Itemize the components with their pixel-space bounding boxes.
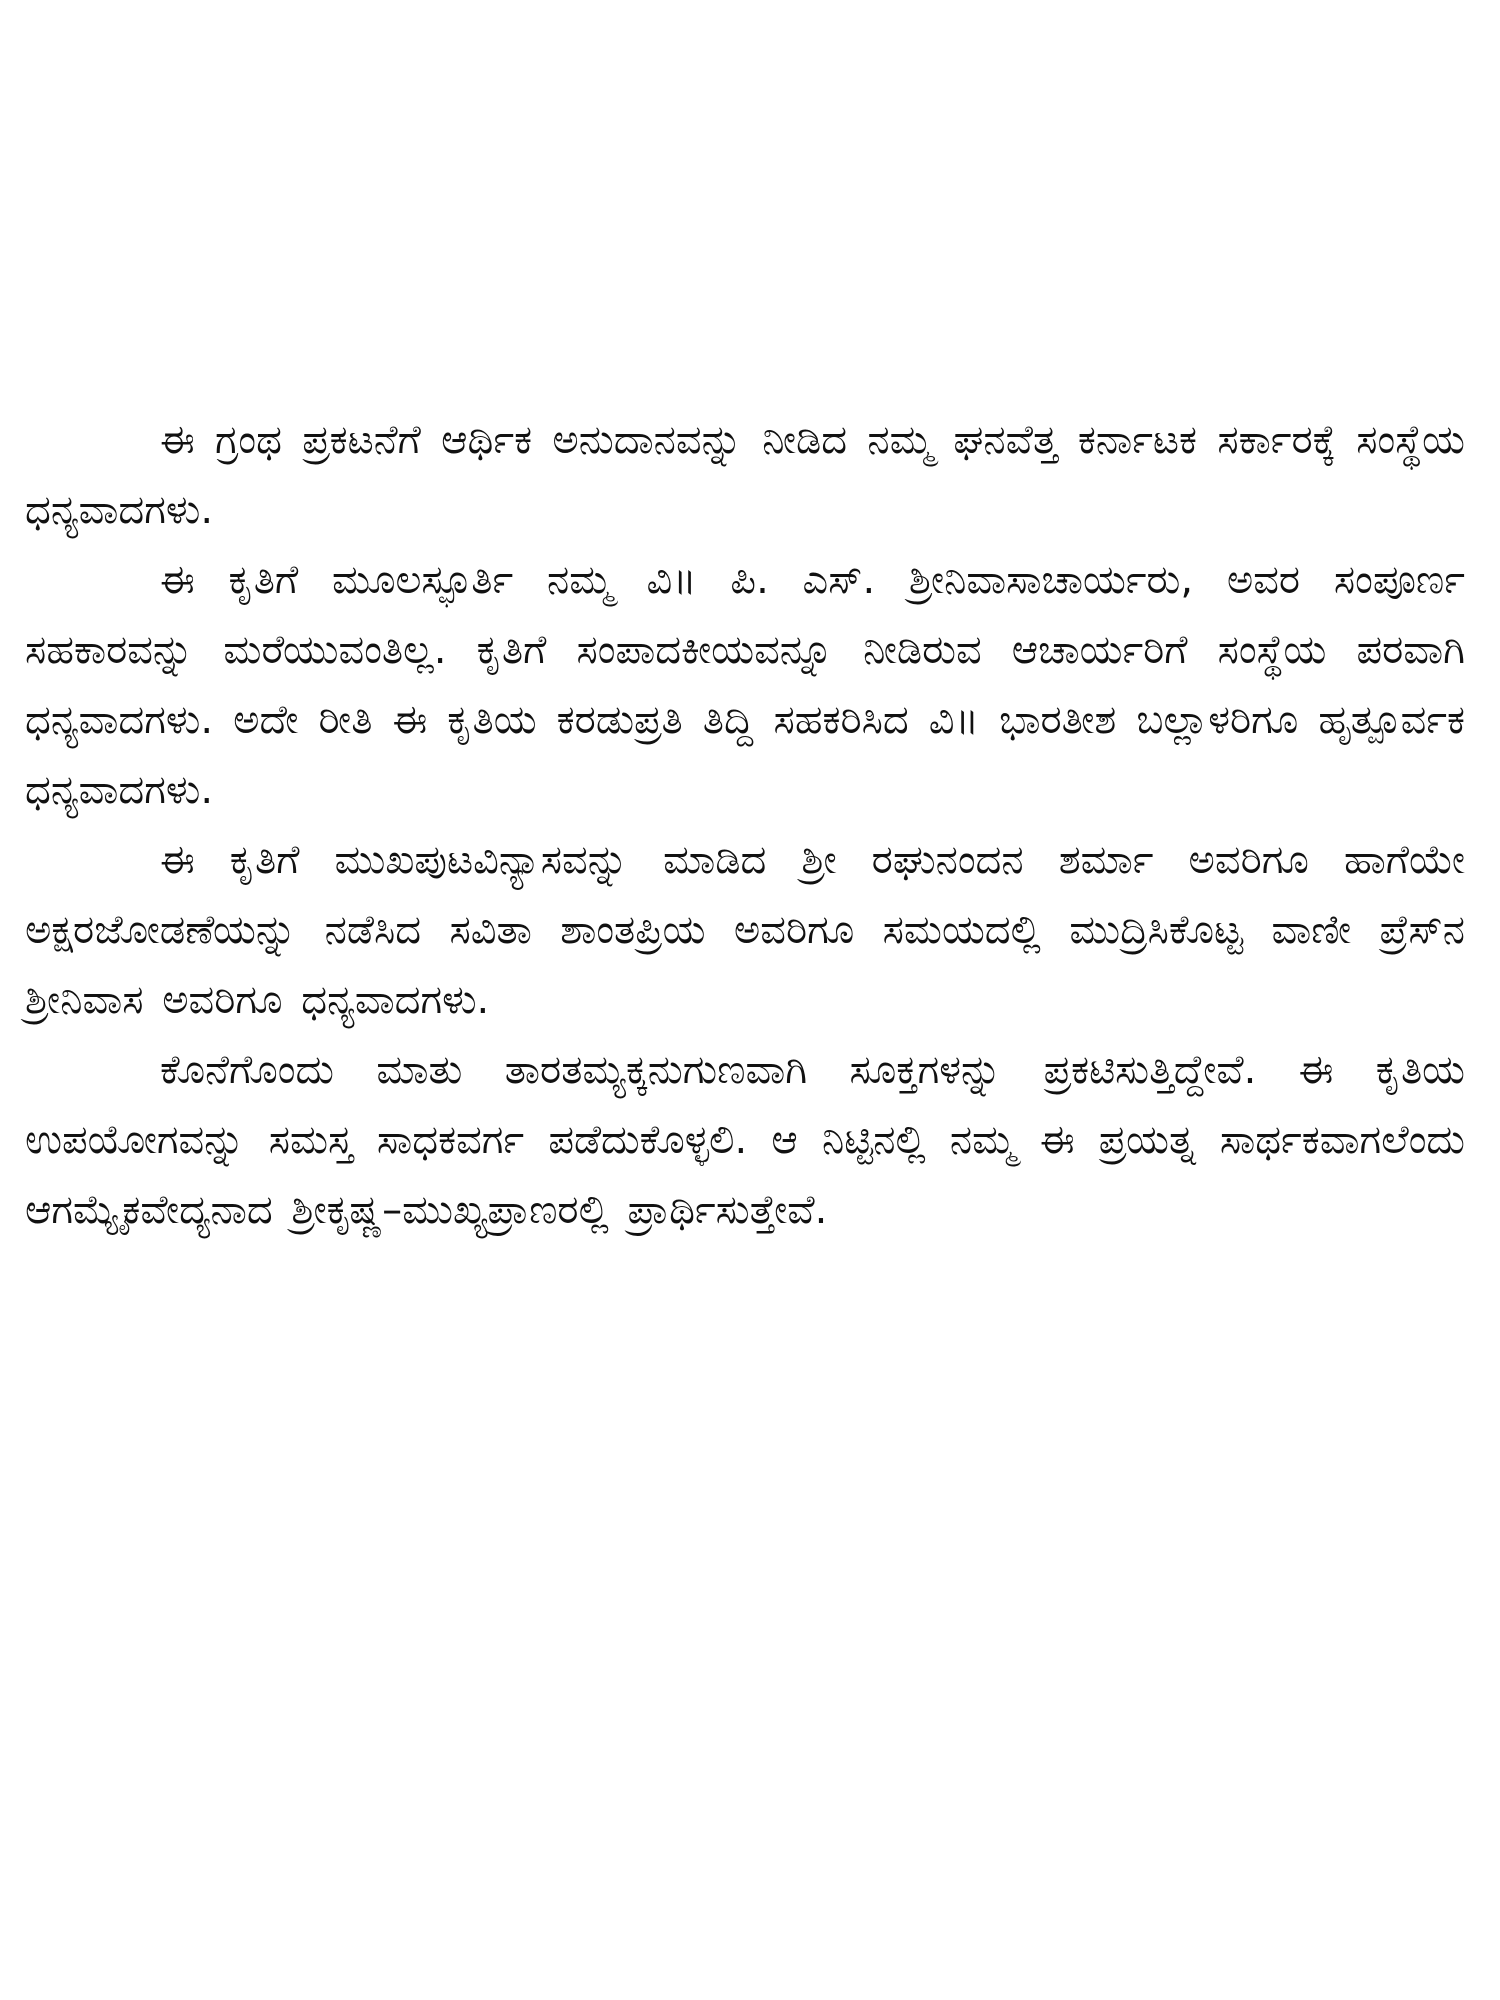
paragraph-grant-thanks: ಈ ಗ್ರಂಥ ಪ್ರಕಟನೆಗೆ ಆರ್ಥಿಕ ಅನುದಾನವನ್ನು ನೀಡಿದ ನಮ್ಮ ಘನವೆತ್ತ ಕರ್ನಾಟಕ ಸರ್ಕಾರಕ್ಕೆ ಸಂಸ್ಥೆಯ ಧನ್ಯವಾದಗಳು. <box>25 417 1465 533</box>
paragraph-design-print-thanks: ಈ ಕೃತಿಗೆ ಮುಖಪುಟವಿನ್ಯಾಸವನ್ನು ಮಾಡಿದ ಶ್ರೀ ರಘುನಂದನ ಶರ್ಮಾ ಅವರಿಗೂ ಹಾಗೆಯೇ ಅಕ್ಷರಜೋಡಣೆಯನ್ನು ನಡೆಸಿದ ಸವಿತಾ ಶಾಂತಪ್ರಿಯ ಅವರಿಗೂ ಸಮಯದಲ್ಲಿ ಮುದ್ರಿಸಿಕೊಟ್ಟ ವಾಣೀ ಪ್ರೆಸ್‌ನ ಶ್ರೀನಿವಾಸ ಅವರಿಗೂ ಧನ್ಯವಾದಗಳು. <box>25 837 1465 1023</box>
acknowledgement-text <box>25 405 1465 1245</box>
paragraph-closing-prayer: ಕೊನೆಗೊಂದು ಮಾತು ತಾರತಮ್ಯಕ್ಕನುಗುಣವಾಗಿ ಸೂಕ್ತಗಳನ್ನು ಪ್ರಕಟಿಸುತ್ತಿದ್ದೇವೆ. ಈ ಕೃತಿಯ ಉಪಯೋಗವನ್ನು ಸಮಸ್ತ ಸಾಧಕವರ್ಗ ಪಡೆದುಕೊಳ್ಳಲಿ. ಆ ನಿಟ್ಟಿನಲ್ಲಿ ನಮ್ಮ ಈ ಪ್ರಯತ್ನ ಸಾರ್ಥಕವಾಗಲೆಂದು ಆಗಮ್ಯೈಕವೇದ್ಯನಾದ ಶ್ರೀಕೃಷ್ಣ–ಮುಖ್ಯಪ್ರಾಣರಲ್ಲಿ ಪ್ರಾರ್ಥಿಸುತ್ತೇವೆ. <box>25 1047 1465 1233</box>
paragraph-inspiration-thanks: ಈ ಕೃತಿಗೆ ಮೂಲಸ್ಫೂರ್ತಿ ನಮ್ಮ ವಿ॥ ಪಿ. ಎಸ್. ಶ್ರೀನಿವಾಸಾಚಾರ್ಯರು, ಅವರ ಸಂಪೂರ್ಣ ಸಹಕಾರವನ್ನು ಮರೆಯುವಂತಿಲ್ಲ. ಕೃತಿಗೆ ಸಂಪಾದಕೀಯವನ್ನೂ ನೀಡಿರುವ ಆಚಾರ್ಯರಿಗೆ ಸಂಸ್ಥೆಯ ಪರವಾಗಿ ಧನ್ಯವಾದಗಳು. ಅದೇ ರೀತಿ ಈ ಕೃತಿಯ ಕರಡುಪ್ರತಿ ತಿದ್ದಿ ಸಹಕರಿಸಿದ ವಿ॥ ಭಾರತೀಶ ಬಲ್ಲಾಳರಿಗೂ ಹೃತ್ಪೂರ್ವಕ ಧನ್ಯವಾದಗಳು. <box>25 557 1465 813</box>
